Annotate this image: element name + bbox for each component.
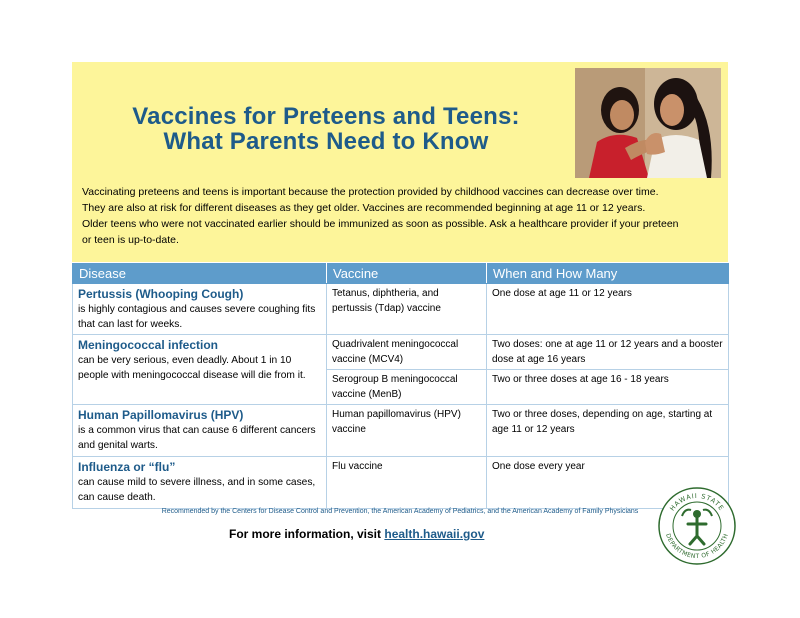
intro-line: Older teens who were not vaccinated earlier should be immunized as soon as possible. Ask a healthcare provider if your preteen — [82, 218, 679, 230]
intro-line: Vaccinating preteens and teens is important because the protection provided by childhood vaccines can decrease over time. — [82, 186, 659, 198]
disease-description: can be very serious, even deadly. About 1 in 10 people with meningococcal disease will die from it. — [78, 355, 306, 381]
health-website-link[interactable]: health.hawaii.gov — [384, 527, 485, 541]
column-header-vaccine: Vaccine — [327, 264, 487, 284]
disease-description: is highly contagious and causes severe coughing fits that can last for weeks. — [78, 304, 316, 330]
intro-line: or teen is up-to-date. — [82, 234, 179, 246]
page-title — [82, 104, 570, 154]
vaccine-cell: Human papillomavirus (HPV) vaccine — [327, 405, 487, 457]
intro-line: They are also at risk for different diseases as they get older. Vaccines are recommended beginning at age 11 or 12 years. — [82, 202, 646, 214]
seal-top-text: HAWAII STATE — [668, 491, 726, 513]
schedule-cell: One dose every year — [487, 457, 729, 509]
disease-cell — [73, 405, 327, 457]
schedule-cell: Two doses: one at age 11 or 12 years and a booster dose at age 16 years — [487, 335, 729, 370]
seal-bottom-text: DEPARTMENT OF HEALTH — [664, 532, 730, 561]
vaccine-table — [72, 263, 729, 509]
disease-description: can cause mild to severe illness, and in some cases, can cause death. — [78, 477, 316, 503]
vaccine-cell: Tetanus, diphtheria, and pertussis (Tdap) vaccine — [327, 284, 487, 335]
vaccine-cell: Flu vaccine — [327, 457, 487, 509]
disease-name: Human Papillomavirus (HPV) — [78, 408, 244, 422]
title-line-2: What Parents Need to Know — [163, 128, 489, 155]
seal-logo — [657, 486, 737, 566]
mother-daughter-photo — [575, 68, 721, 178]
vaccine-cell: Serogroup B meningococcal vaccine (MenB) — [327, 370, 487, 405]
schedule-cell: Two or three doses at age 16 - 18 years — [487, 370, 729, 405]
disease-name: Meningococcal infection — [78, 338, 219, 352]
table-header-row — [73, 264, 729, 284]
disease-cell — [73, 335, 327, 405]
vaccine-cell: Quadrivalent meningococcal vaccine (MCV4) — [327, 335, 487, 370]
table-row — [73, 457, 729, 509]
column-header-disease: Disease — [73, 264, 327, 284]
disease-cell — [73, 457, 327, 509]
disease-name: Pertussis (Whooping Cough) — [78, 287, 244, 301]
header-banner — [72, 62, 728, 262]
recommendation-note: Recommended by the Centers for Disease Control and Prevention, the American Academy of Pediatrics, and the American Academy of Family Physicians — [161, 508, 639, 515]
flyer — [72, 62, 728, 528]
photo-illustration — [575, 68, 721, 178]
intro-paragraph — [82, 184, 722, 248]
schedule-cell: One dose at age 11 or 12 years — [487, 284, 729, 335]
disease-name: Influenza or “flu” — [78, 460, 176, 474]
disease-description: is a common virus that can cause 6 different cancers and genital warts. — [78, 425, 316, 451]
table-row — [73, 284, 729, 335]
table-row — [73, 405, 729, 457]
department-of-health-seal — [657, 486, 737, 566]
table-row — [73, 335, 729, 370]
more-info-line — [229, 527, 484, 541]
schedule-cell: Two or three doses, depending on age, starting at age 11 or 12 years — [487, 405, 729, 457]
disease-cell — [73, 284, 327, 335]
column-header-when: When and How Many — [487, 264, 729, 284]
title-line-1: Vaccines for Preteens and Teens: — [132, 103, 520, 130]
more-info-text: For more information, visit — [229, 527, 385, 541]
